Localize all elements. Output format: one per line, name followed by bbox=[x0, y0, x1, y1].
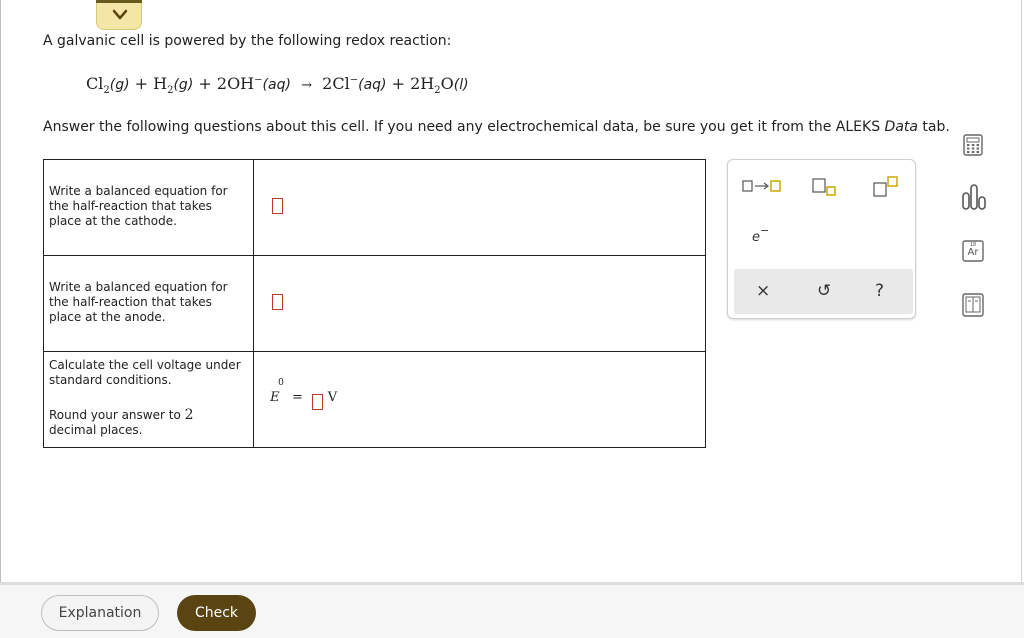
voltage-expression: E 0 = V bbox=[270, 378, 338, 405]
voltage-answer-cell bbox=[254, 352, 706, 448]
reference-button[interactable] bbox=[962, 293, 984, 321]
subscript-button[interactable] bbox=[812, 177, 838, 200]
help-button[interactable]: ? bbox=[875, 281, 885, 301]
calculator-button[interactable] bbox=[962, 134, 984, 160]
table-row bbox=[44, 352, 706, 448]
instructions: Answer the following questions about this cell. If you need any electrochemical data, be sure you get it from the ALEKS Data tab. bbox=[43, 119, 950, 135]
cathode-prompt: Write a balanced equation for the half-reaction that takes place at the cathode. bbox=[44, 160, 254, 256]
calculator-icon bbox=[962, 134, 984, 156]
table-row bbox=[44, 160, 706, 256]
table-row bbox=[44, 256, 706, 352]
superscript-button[interactable] bbox=[873, 176, 903, 201]
question-intro: A galvanic cell is powered by the following redox reaction: bbox=[43, 33, 452, 49]
anode-answer-cell bbox=[254, 256, 706, 352]
collapse-toggle[interactable] bbox=[96, 0, 142, 30]
left-border bbox=[0, 0, 1, 582]
bar-chart-icon bbox=[961, 183, 987, 211]
book-icon bbox=[962, 293, 984, 317]
undo-button[interactable]: ↺ bbox=[817, 281, 832, 301]
check-button[interactable]: Check bbox=[177, 595, 256, 631]
arrow-template-icon bbox=[742, 179, 784, 193]
superscript-icon bbox=[873, 176, 903, 198]
anode-prompt: Write a balanced equation for the half-reaction that takes place at the anode. bbox=[44, 256, 254, 352]
right-border bbox=[1021, 0, 1022, 582]
voltage-symbol: E 0 bbox=[270, 378, 284, 405]
redox-reaction: $Cl_2(g) + H_2(g) + 2OH^-(aq) \to 2Cl^-(aq) + 2H_2O(l)$ bbox=[86, 74, 469, 97]
data-tab-link[interactable]: Data bbox=[884, 119, 918, 135]
rounding-note: Round your answer to 2 decimal places. bbox=[49, 407, 194, 437]
cathode-answer-input[interactable] bbox=[272, 198, 283, 214]
subscript-icon bbox=[812, 177, 838, 197]
equation-toolbox bbox=[727, 159, 916, 319]
voltage-prompt-cell bbox=[44, 352, 254, 448]
periodic-table-button[interactable]: 18 Ar bbox=[962, 240, 984, 266]
question-table bbox=[43, 159, 706, 448]
data-button[interactable] bbox=[961, 183, 987, 215]
electron-button[interactable]: e− bbox=[752, 224, 770, 245]
voltage-answer-input[interactable] bbox=[312, 394, 323, 410]
voltage-unit: V bbox=[327, 390, 338, 405]
anode-answer-input[interactable] bbox=[272, 294, 283, 310]
reaction-arrow: → bbox=[301, 78, 312, 93]
toolbox-action-strip bbox=[734, 269, 913, 314]
cathode-answer-cell bbox=[254, 160, 706, 256]
subscript-tool-button[interactable] bbox=[742, 179, 784, 196]
clear-button[interactable]: × bbox=[756, 281, 771, 301]
chevron-down-icon bbox=[111, 8, 129, 22]
voltage-prompt: Calculate the cell voltage under standard conditions. bbox=[49, 358, 241, 387]
explanation-button[interactable]: Explanation bbox=[41, 595, 159, 631]
